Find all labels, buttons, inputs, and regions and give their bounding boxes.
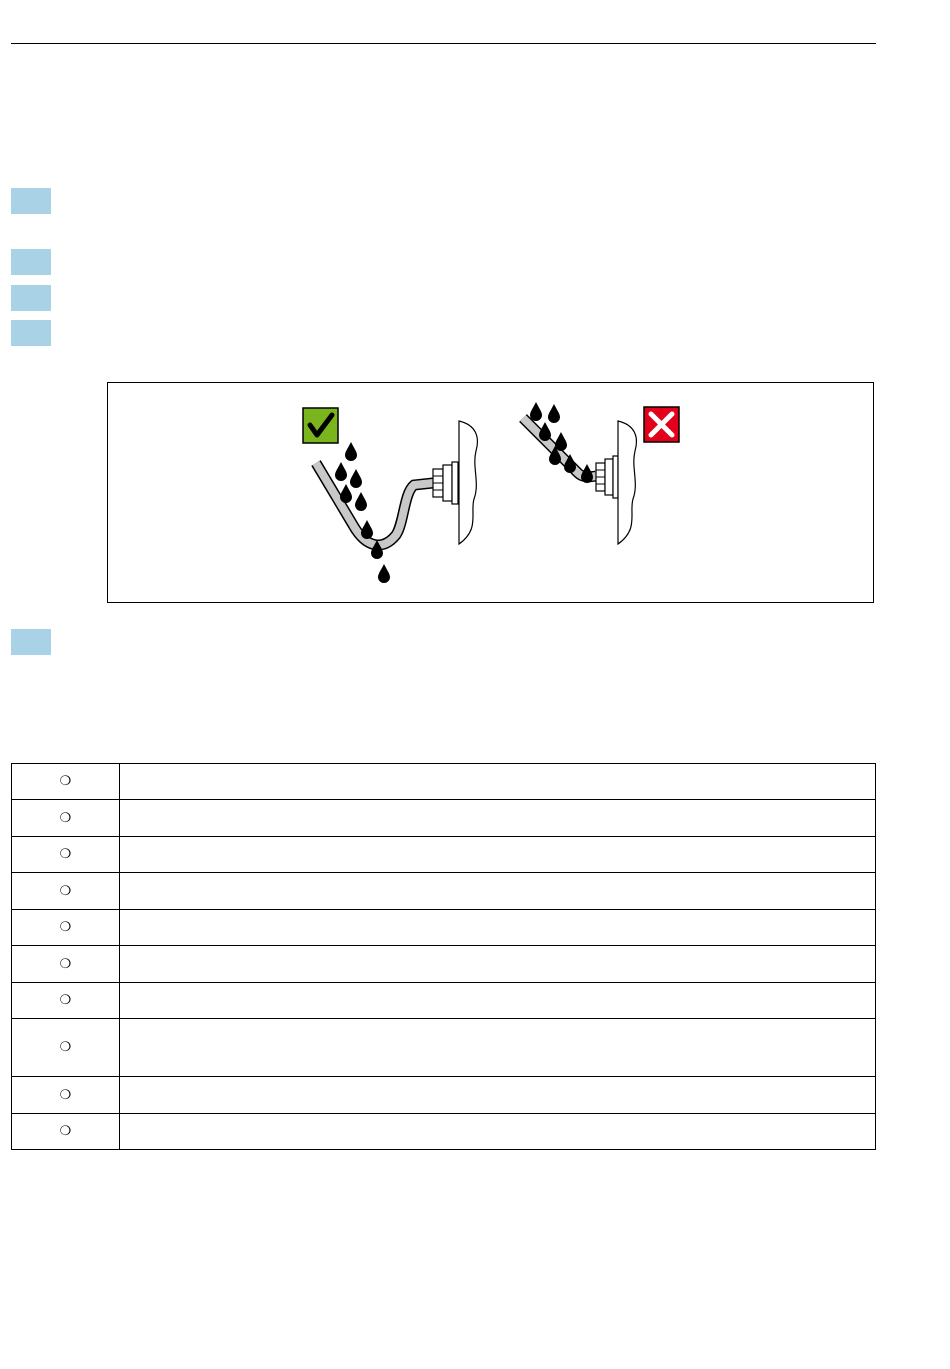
- step-marker-5: [11, 629, 51, 655]
- table-row: [12, 1114, 876, 1150]
- checkbox-icon[interactable]: ❍: [12, 800, 120, 837]
- check-item-text: [120, 800, 876, 837]
- table-row: [12, 873, 876, 910]
- cable-entry-illustration: [108, 383, 875, 604]
- checkbox-icon[interactable]: ❍: [12, 983, 120, 1019]
- wrong-install: [523, 402, 679, 544]
- check-item-text: [120, 910, 876, 946]
- checkbox-icon[interactable]: ❍: [12, 764, 120, 800]
- check-item-text: [120, 837, 876, 873]
- check-item-text: [120, 873, 876, 910]
- table-row: [12, 1019, 876, 1077]
- checkbox-icon[interactable]: ❍: [12, 1077, 120, 1114]
- check-item-text: [120, 1077, 876, 1114]
- check-item-text: [120, 983, 876, 1019]
- checklist-table: [11, 763, 876, 1150]
- step-marker-3: [11, 285, 51, 311]
- check-item-text: [120, 946, 876, 983]
- table-row: [12, 910, 876, 946]
- table-row: [12, 946, 876, 983]
- checkbox-icon[interactable]: ❍: [12, 837, 120, 873]
- header-rule: [11, 43, 876, 44]
- drip-loop-figure: [107, 382, 874, 603]
- table-row: [12, 983, 876, 1019]
- table-row: [12, 764, 876, 800]
- checkbox-icon[interactable]: ❍: [12, 910, 120, 946]
- checkbox-icon[interactable]: ❍: [12, 1114, 120, 1150]
- check-item-text: [120, 764, 876, 800]
- step-marker-1: [11, 188, 51, 214]
- cross-icon: [644, 407, 679, 442]
- table-row: [12, 800, 876, 837]
- check-item-text: [120, 1019, 876, 1077]
- checkbox-icon[interactable]: ❍: [12, 873, 120, 910]
- check-item-text: [120, 1114, 876, 1150]
- step-marker-4: [11, 320, 51, 346]
- table-row: [12, 837, 876, 873]
- checkbox-icon[interactable]: ❍: [12, 1019, 120, 1077]
- table-row: [12, 1077, 876, 1114]
- correct-install: [303, 408, 477, 583]
- step-marker-2: [11, 249, 51, 275]
- checkbox-icon[interactable]: ❍: [12, 946, 120, 983]
- checkmark-icon: [303, 408, 338, 443]
